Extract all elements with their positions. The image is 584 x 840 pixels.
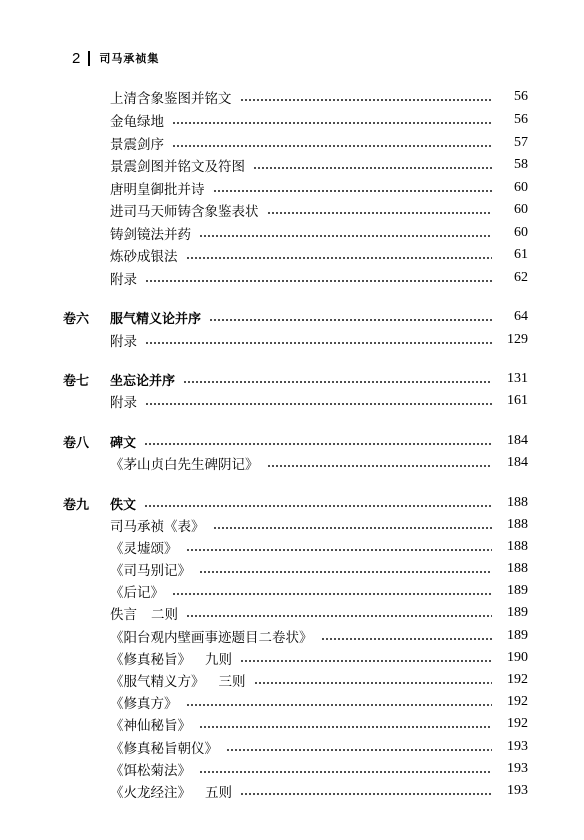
leader-dots xyxy=(144,443,492,445)
entry-line xyxy=(110,330,528,350)
entry-page-number: 56 xyxy=(514,89,528,104)
entry-page-number: 188 xyxy=(507,561,528,576)
leader-dots xyxy=(199,235,492,237)
entry-title: 附录 xyxy=(110,334,137,350)
entry-page-number: 57 xyxy=(514,135,528,150)
entry-page-number: 192 xyxy=(507,694,528,709)
entry-title: 服气精义论并序 xyxy=(110,311,202,327)
volume-label: 卷六 xyxy=(63,311,90,327)
entry-title: 唐明皇御批并诗 xyxy=(110,182,205,198)
entry-page-number: 161 xyxy=(507,393,528,408)
leader-dots xyxy=(240,660,492,662)
toc-entry xyxy=(0,111,584,129)
entry-note: 九则 xyxy=(205,652,232,668)
leader-dots xyxy=(186,257,493,259)
entry-line xyxy=(110,494,528,513)
entry-title: 炼砂成银法 xyxy=(110,249,178,265)
entry-page-number: 60 xyxy=(514,202,528,217)
entry-title: 《修真秘旨朝仪》 xyxy=(110,741,218,757)
toc-entry xyxy=(0,516,584,534)
leader-dots xyxy=(209,319,492,321)
leader-dots xyxy=(145,280,492,282)
toc-entry xyxy=(0,494,584,512)
entry-line xyxy=(110,692,528,712)
leader-dots xyxy=(199,771,492,773)
toc-entry xyxy=(0,582,584,600)
volume-label: 卷九 xyxy=(63,497,90,513)
header-divider xyxy=(88,51,90,66)
entry-note: 二则 xyxy=(151,607,178,623)
entry-page-number: 193 xyxy=(507,783,528,798)
entry-title: 《阳台观内壁画事迹题目二卷状》 xyxy=(110,630,313,646)
entry-page-number: 60 xyxy=(514,225,528,240)
toc-entry xyxy=(0,269,584,287)
toc-entry xyxy=(0,370,584,388)
entry-title: 金龟绿地 xyxy=(110,114,164,130)
entry-page-number: 190 xyxy=(507,650,528,665)
entry-title: 进司马天师铸含象鉴表状 xyxy=(110,204,259,220)
toc-entry xyxy=(0,88,584,106)
entry-page-number: 56 xyxy=(514,112,528,127)
entry-line xyxy=(110,559,528,579)
entry-page-number: 189 xyxy=(507,605,528,620)
entry-title: 《火龙经注》 xyxy=(110,785,191,801)
toc-entry xyxy=(0,432,584,450)
leader-dots xyxy=(240,793,492,795)
entry-title: 坐忘论并序 xyxy=(110,373,176,389)
entry-line xyxy=(110,432,528,451)
entry-page-number: 61 xyxy=(514,247,528,262)
entry-line xyxy=(110,87,528,107)
page-number: 2 xyxy=(72,49,81,67)
entry-line xyxy=(110,648,528,668)
leader-dots xyxy=(213,527,493,529)
entry-line xyxy=(110,391,528,411)
toc-entry xyxy=(0,246,584,264)
leader-dots xyxy=(145,342,492,344)
entry-title: 景震剑序 xyxy=(110,137,164,153)
toc-entry xyxy=(0,156,584,174)
entry-title: 《灵墟颂》 xyxy=(110,541,178,557)
leader-dots xyxy=(183,381,492,383)
leader-dots xyxy=(172,593,492,595)
entry-title: 《神仙秘旨》 xyxy=(110,718,191,734)
entry-line xyxy=(110,626,528,646)
toc-entry xyxy=(0,134,584,152)
running-title: 司马承祯集 xyxy=(99,52,160,65)
entry-title: 碑文 xyxy=(110,435,137,451)
toc-entry xyxy=(0,604,584,622)
entry-title: 《饵松菊法》 xyxy=(110,763,191,779)
entry-line xyxy=(110,453,528,473)
toc-entry xyxy=(0,671,584,689)
entry-line xyxy=(110,537,528,557)
volume-label: 卷七 xyxy=(63,373,90,389)
toc-entry xyxy=(0,715,584,733)
leader-dots xyxy=(199,726,492,728)
entry-page-number: 188 xyxy=(507,539,528,554)
entry-title: 附录 xyxy=(110,395,137,411)
toc-entry xyxy=(0,560,584,578)
entry-line xyxy=(110,245,528,265)
entry-page-number: 64 xyxy=(514,309,528,324)
entry-page-number: 192 xyxy=(507,716,528,731)
entry-line xyxy=(110,308,528,327)
entry-line xyxy=(110,133,528,153)
entry-page-number: 60 xyxy=(514,180,528,195)
entry-line xyxy=(110,223,528,243)
toc-entry xyxy=(0,331,584,349)
leader-dots xyxy=(199,571,492,573)
entry-line xyxy=(110,200,528,220)
entry-page-number: 58 xyxy=(514,157,528,172)
entry-page-number: 184 xyxy=(507,455,528,470)
toc-entry xyxy=(0,693,584,711)
entry-line xyxy=(110,515,528,535)
entry-title: 佚言 xyxy=(110,607,137,623)
entry-title: 铸剑镜法并药 xyxy=(110,227,191,243)
entry-line xyxy=(110,737,528,757)
toc-entry xyxy=(0,627,584,645)
leader-dots xyxy=(321,638,493,640)
entry-page-number: 188 xyxy=(507,517,528,532)
leader-dots xyxy=(213,190,493,192)
entry-line xyxy=(110,155,528,175)
entry-line xyxy=(110,268,528,288)
leader-dots xyxy=(253,167,492,169)
leader-dots xyxy=(267,465,493,467)
entry-line xyxy=(110,603,528,623)
toc-entry xyxy=(0,538,584,556)
entry-page-number: 129 xyxy=(507,332,528,347)
entry-page-number: 193 xyxy=(507,761,528,776)
toc-entry xyxy=(0,649,584,667)
toc-entry xyxy=(0,760,584,778)
leader-dots xyxy=(145,403,492,405)
entry-title: 附录 xyxy=(110,272,137,288)
entry-page-number: 193 xyxy=(507,739,528,754)
toc-entry xyxy=(0,201,584,219)
entry-note: 三则 xyxy=(218,674,246,690)
leader-dots xyxy=(186,704,493,706)
entry-title: 景震剑图并铭文及符图 xyxy=(110,159,245,175)
entry-line xyxy=(110,781,528,801)
toc-entry xyxy=(0,782,584,800)
leader-dots xyxy=(267,212,493,214)
entry-line xyxy=(110,759,528,779)
leader-dots xyxy=(144,505,492,507)
entry-line xyxy=(110,714,528,734)
entry-page-number: 192 xyxy=(507,672,528,687)
leader-dots xyxy=(186,549,493,551)
toc-entry xyxy=(0,454,584,472)
entry-page-number: 189 xyxy=(507,583,528,598)
entry-line xyxy=(110,110,528,130)
entry-page-number: 62 xyxy=(514,270,528,285)
running-header xyxy=(72,50,159,66)
toc-entry xyxy=(0,738,584,756)
leader-dots xyxy=(172,122,492,124)
entry-page-number: 189 xyxy=(507,628,528,643)
entry-title: 司马承祯《表》 xyxy=(110,519,205,535)
leader-dots xyxy=(226,749,492,751)
toc-entry xyxy=(0,224,584,242)
toc-entry xyxy=(0,179,584,197)
entry-page-number: 188 xyxy=(507,495,528,510)
entry-title: 《司马别记》 xyxy=(110,563,191,579)
entry-title: 《修真秘旨》 xyxy=(110,652,191,668)
leader-dots xyxy=(254,682,493,684)
leader-dots xyxy=(172,145,492,147)
entry-line xyxy=(110,581,528,601)
toc-entry xyxy=(0,308,584,326)
volume-label: 卷八 xyxy=(63,435,90,451)
entry-page-number: 184 xyxy=(507,433,528,448)
entry-title: 《后记》 xyxy=(110,585,164,601)
toc-entry xyxy=(0,392,584,410)
entry-title: 上清含象鉴图并铭文 xyxy=(110,91,232,107)
entry-line xyxy=(110,178,528,198)
entry-title: 《服气精义方》 xyxy=(110,674,205,690)
entry-title: 《茅山贞白先生碑阴记》 xyxy=(110,457,259,473)
leader-dots xyxy=(240,99,493,101)
entry-note: 五则 xyxy=(205,785,232,801)
leader-dots xyxy=(186,615,492,617)
entry-line xyxy=(110,370,528,389)
entry-page-number: 131 xyxy=(507,371,528,386)
entry-title: 《修真方》 xyxy=(110,696,178,712)
entry-title: 佚文 xyxy=(110,497,137,513)
entry-line xyxy=(110,670,528,690)
